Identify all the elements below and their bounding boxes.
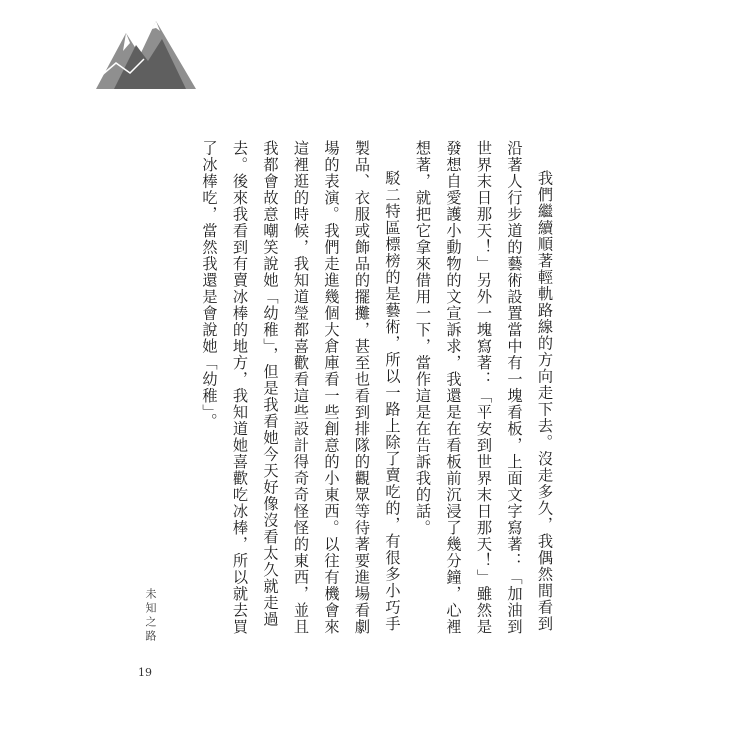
- mountain-logo-icon: [96, 15, 196, 89]
- body-text: [194, 140, 560, 645]
- paragraph-2: 駁二特區標榜的是藝術，所以一路上除了賣吃的，有很多小巧手製品、衣服或飾品的擺攤，甚至也看到排隊的觀眾等待著要進場看劇場的表演。我們走進幾個大倉庫看一些創意的小東西。以往有機會來這裡逛的時候，我知道瑩都喜歡看這些設計得奇奇怪怪的東西，並且我都會故意嘲笑說她「幼稚」，但是我看她今天好像沒看太久就走過去。後來我看到有賣冰棒的地方，我知道她喜歡吃冰棒，所以就去買了冰棒吃，當然我還是會說她「幼稚」。: [200, 140, 402, 635]
- page-number: 19: [138, 666, 152, 679]
- paragraph-1: 我們繼續順著輕軌路線的方向走下去。沒走多久，我偶然間看到沿著人行步道的藝術設置當中有一塊看板，上面文字寫著：「加油到世界末日那天！」另外一塊寫著：「平安到世界末日那天！」雖然是發想自愛護小動物的文宣訴求，我還是在看板前沉浸了幾分鐘，心裡想著，就把它拿來借用一下，當作這是在告訴我的話。: [414, 140, 554, 635]
- running-title: 未知之路: [144, 588, 157, 644]
